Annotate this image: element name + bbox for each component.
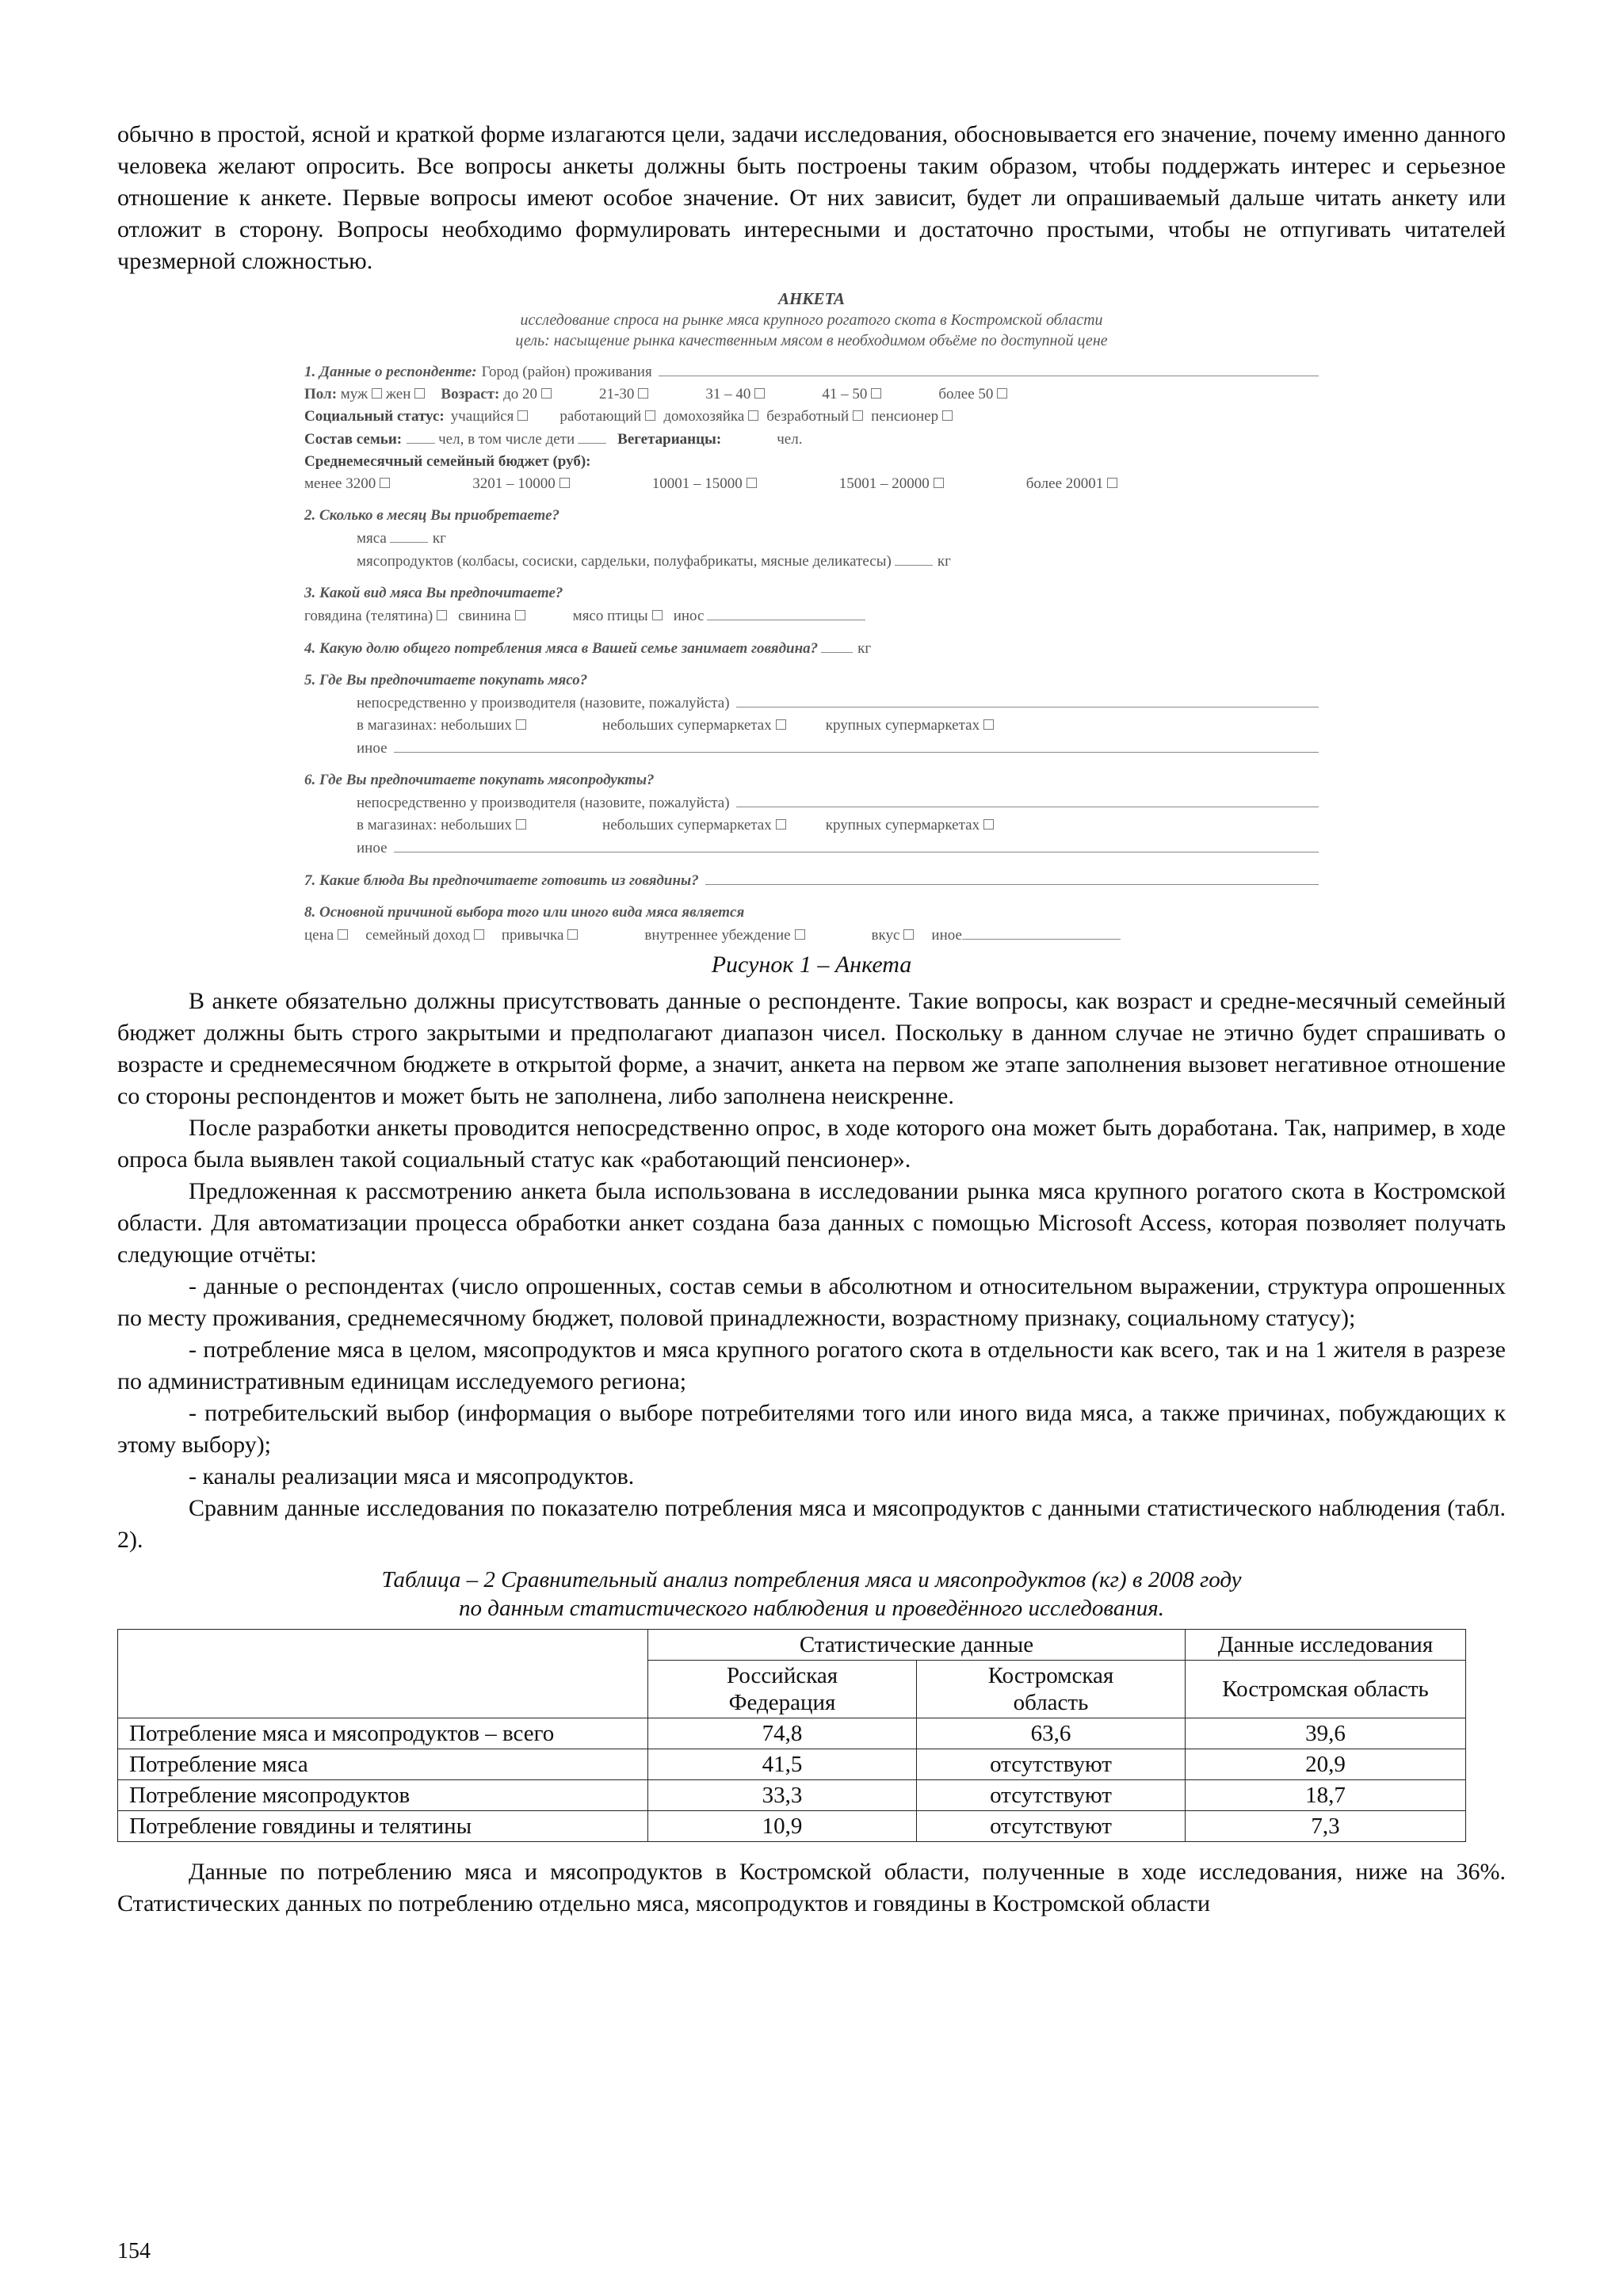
q8-other-label: иное bbox=[931, 927, 962, 944]
q3-title: 3. Какой вид мяса Вы предпочитаете? bbox=[304, 585, 563, 601]
q5-stores-label: в магазинах: небольших bbox=[357, 717, 513, 734]
page-content bbox=[117, 119, 1506, 1920]
table-row-label: Потребление мяса и мясопродуктов – всего bbox=[118, 1718, 648, 1749]
q1-status-opt: безработный bbox=[766, 408, 850, 425]
checkbox[interactable] bbox=[638, 388, 648, 399]
table-cell-study: 18,7 bbox=[1186, 1780, 1466, 1811]
q1-veg-unit: чел. bbox=[777, 431, 803, 448]
q6-direct-label: непосредственно у производителя (назовите, пожалуйста) bbox=[357, 795, 730, 811]
table-row bbox=[118, 1749, 1466, 1780]
question-7 bbox=[304, 870, 1319, 891]
checkbox[interactable] bbox=[754, 388, 765, 399]
q1-status-opt: работающий bbox=[559, 408, 642, 425]
figure-caption: Рисунок 1 – Анкета bbox=[711, 952, 912, 978]
checkbox[interactable] bbox=[776, 819, 786, 830]
checkbox[interactable] bbox=[645, 410, 655, 421]
q3-other-line[interactable] bbox=[707, 605, 865, 620]
intro-paragraph: обычно в простой, ясной и краткой форме излагаются цели, задачи исследования, обосновывается его значение, почему именно данного человека желают опросить. Все вопросы анкеты должны быть построены таким образом, чтобы поддержать интерес и серьезное отношение к анкете. Первые вопросы имеют особое значение. От них зависит, будет ли опрашиваемый дальше читать анкету или отложит в сторону. Вопросы необходимо формулировать интересными и достаточно простыми, чтобы не отпугивать читателей чрезмерной сложностью. bbox=[117, 121, 1506, 274]
paragraph-respondent: В анкете обязательно должны присутствовать данные о респонденте. Такие вопросы, как возраст и средне-месячный семейный бюджет должны быть строго закрытыми и предполагают диапазон чисел. Поскольку в данном случае не этично будет спрашивать о возрасте и среднемесячном бюджете в открытой форме, а значит, анкета на первом же этапе заполнения вызовет негативное отношение со стороны респондентов и может быть не заполнена, либо заполнена неискренне. bbox=[117, 988, 1506, 1109]
table-cell-study: 39,6 bbox=[1186, 1718, 1466, 1749]
checkbox[interactable] bbox=[903, 929, 914, 940]
q1-budget-opt: 15001 – 20000 bbox=[838, 475, 930, 492]
checkbox[interactable] bbox=[437, 610, 447, 620]
q6-title: 6. Где Вы предпочитаете покупать мясопродукты? bbox=[304, 772, 655, 788]
q1-sex-female: жен bbox=[385, 386, 411, 402]
q1-age-label: Возраст: bbox=[441, 386, 500, 402]
checkbox[interactable] bbox=[997, 388, 1007, 399]
table-cell-rf: 41,5 bbox=[648, 1749, 917, 1780]
q7-title: 7. Какие блюда Вы предпочитаете готовить из говядины? bbox=[304, 872, 699, 889]
q1-age-opt: 41 – 50 bbox=[822, 386, 868, 402]
q1-family-line[interactable] bbox=[407, 429, 435, 444]
q1-status-label: Социальный статус: bbox=[304, 408, 445, 425]
question-8 bbox=[304, 902, 1319, 946]
q1-age-opt: до 20 bbox=[503, 386, 538, 402]
checkbox[interactable] bbox=[517, 410, 528, 421]
q1-veg-label: Вегетарианцы: bbox=[617, 431, 722, 448]
q8-other-line[interactable] bbox=[962, 925, 1121, 940]
table-cell-study: 7,3 bbox=[1186, 1811, 1466, 1842]
table-cell-rf: 33,3 bbox=[648, 1780, 917, 1811]
checkbox[interactable] bbox=[516, 719, 526, 730]
checkbox[interactable] bbox=[748, 410, 758, 421]
table-header-kostroma-line-1: Костромская bbox=[987, 1663, 1114, 1688]
checkbox[interactable] bbox=[567, 929, 578, 940]
question-1 bbox=[304, 361, 1319, 494]
checkbox[interactable] bbox=[871, 388, 881, 399]
q2-products-line[interactable] bbox=[895, 551, 933, 566]
checkbox[interactable] bbox=[1107, 478, 1117, 488]
checkbox[interactable] bbox=[776, 719, 786, 730]
q4-unit: кг bbox=[857, 640, 872, 657]
q5-direct-label: непосредственно у производителя (назовите, пожалуйста) bbox=[357, 695, 730, 711]
q1-age-opt: более 50 bbox=[938, 386, 994, 402]
checkbox[interactable] bbox=[795, 929, 805, 940]
q1-sex-male: муж bbox=[340, 386, 369, 402]
table-row bbox=[118, 1780, 1466, 1811]
question-2 bbox=[304, 505, 1319, 572]
q1-budget-label: Среднемесячный семейный бюджет (руб): bbox=[304, 453, 591, 470]
table-caption-line-2: по данным статистического наблюдения и проведённого исследования. bbox=[459, 1596, 1164, 1621]
q2-title: 2. Сколько в месяц Вы приобретаете? bbox=[304, 507, 559, 524]
q1-title: 1. Данные о респонденте: bbox=[304, 364, 477, 380]
q1-children-line[interactable] bbox=[578, 429, 606, 444]
q1-city-line[interactable] bbox=[659, 361, 1319, 376]
table-header-kostroma-line-2: область bbox=[1013, 1690, 1089, 1715]
q6-small-super: небольших супермаркетах bbox=[602, 817, 772, 833]
checkbox[interactable] bbox=[474, 929, 484, 940]
table-cell-kostroma: отсутствуют bbox=[917, 1811, 1186, 1842]
q1-age-opt: 31 – 40 bbox=[705, 386, 751, 402]
q4-line[interactable] bbox=[821, 638, 853, 653]
checkbox[interactable] bbox=[338, 929, 348, 940]
q2-products-label: мясопродуктов (колбасы, сосиски, сардельки, полуфабрикаты, мясные деликатесы) bbox=[357, 553, 892, 570]
question-3 bbox=[304, 583, 1319, 627]
table-header-row bbox=[118, 1630, 1466, 1661]
q2-meat-unit: кг bbox=[432, 530, 446, 547]
table-caption-line-1: Таблица – 2 Сравнительный анализ потребления мяса и мясопродуктов (кг) в 2008 году bbox=[381, 1567, 1242, 1592]
q1-family-label: Состав семьи: bbox=[304, 431, 403, 448]
question-5 bbox=[304, 670, 1319, 759]
q2-meat-label: мяса bbox=[357, 530, 387, 547]
q3-opt: свинина bbox=[458, 608, 511, 624]
q1-status-opt: пенсионер bbox=[871, 408, 939, 425]
question-4 bbox=[304, 638, 1319, 659]
question-6 bbox=[304, 770, 1319, 859]
q2-meat-line[interactable] bbox=[390, 528, 428, 543]
figure-subtitle-1: исследование спроса на рынке мяса крупного рогатого скота в Костромской области bbox=[520, 311, 1103, 329]
q3-other-label: инос bbox=[673, 608, 705, 624]
q4-title: 4. Какую долю общего потребления мяса в Вашей семье занимает говядина? bbox=[304, 640, 819, 657]
q1-status-opt: учащийся bbox=[450, 408, 514, 425]
checkbox[interactable] bbox=[983, 819, 994, 830]
list-item: - каналы реализации мяса и мясопродуктов. bbox=[189, 1463, 635, 1489]
paragraph-compare: Сравним данные исследования по показателю потребления мяса и мясопродуктов с данными статистического наблюдения (табл. 2). bbox=[117, 1495, 1506, 1553]
checkbox[interactable] bbox=[414, 388, 425, 399]
q6-stores-label: в магазинах: небольших bbox=[357, 817, 513, 833]
checkbox[interactable] bbox=[983, 719, 994, 730]
q6-direct-line[interactable] bbox=[736, 792, 1319, 807]
q8-title: 8. Основной причиной выбора того или иного вида мяса является bbox=[304, 904, 745, 921]
q1-budget-opt: более 20001 bbox=[1025, 475, 1104, 492]
table-cell-kostroma: 63,6 bbox=[917, 1718, 1186, 1749]
list-item: - потребительский выбор (информация о выборе потребителями того или иного вида мяса, а также причинах, побуждающих к этому выбору); bbox=[117, 1400, 1506, 1458]
table-row-label: Потребление говядины и телятины bbox=[118, 1811, 648, 1842]
checkbox[interactable] bbox=[380, 478, 390, 488]
table-cell-kostroma: отсутствуют bbox=[917, 1780, 1186, 1811]
table-row bbox=[118, 1811, 1466, 1842]
q5-title: 5. Где Вы предпочитаете покупать мясо? bbox=[304, 672, 588, 688]
table-header-empty bbox=[118, 1630, 648, 1718]
table-cell-kostroma: отсутствуют bbox=[917, 1749, 1186, 1780]
table-row-label: Потребление мясопродуктов bbox=[118, 1780, 648, 1811]
q5-small-super: небольших супермаркетах bbox=[602, 717, 772, 734]
q5-big-super: крупных супермаркетах bbox=[825, 717, 980, 734]
table-cell-rf: 10,9 bbox=[648, 1811, 917, 1842]
q5-other-line[interactable] bbox=[394, 738, 1319, 753]
q8-opt: вкус bbox=[871, 927, 900, 944]
q3-opt: говядина (телятина) bbox=[304, 608, 433, 624]
checkbox[interactable] bbox=[515, 610, 525, 620]
q1-budget-opt: менее 3200 bbox=[304, 475, 376, 492]
q8-opt: семейный доход bbox=[365, 927, 470, 944]
q6-other-label: иное bbox=[357, 840, 388, 856]
checkbox[interactable] bbox=[541, 388, 552, 399]
checkbox[interactable] bbox=[559, 478, 570, 488]
figure-title: АНКЕТА bbox=[777, 289, 846, 308]
q1-age-opt: 21-30 bbox=[599, 386, 635, 402]
table-cell-study: 20,9 bbox=[1186, 1749, 1466, 1780]
q2-products-unit: кг bbox=[937, 553, 951, 570]
q6-other-line[interactable] bbox=[394, 837, 1319, 852]
q3-opt: мясо птицы bbox=[572, 608, 648, 624]
q8-opt: цена bbox=[304, 927, 334, 944]
q1-city-label: Город (район) проживания bbox=[481, 364, 652, 380]
table-header-group-stats: Статистические данные bbox=[648, 1630, 1186, 1661]
table-caption bbox=[117, 1566, 1506, 1623]
table-header-rf bbox=[648, 1661, 917, 1718]
table-header-group-study: Данные исследования bbox=[1186, 1630, 1466, 1661]
list-item: - потребление мяса в целом, мясопродуктов и мяса крупного рогатого скота в отдельности как всего, так и на 1 жителя в разрезе по административным единицам исследуемого региона; bbox=[117, 1337, 1506, 1394]
checkbox[interactable] bbox=[516, 819, 526, 830]
checkbox[interactable] bbox=[853, 410, 863, 421]
table-cell-rf: 74,8 bbox=[648, 1718, 917, 1749]
q1-budget-opt: 3201 – 10000 bbox=[472, 475, 556, 492]
q1-status-opt: домохозяйка bbox=[663, 408, 745, 425]
q5-direct-line[interactable] bbox=[736, 692, 1319, 707]
page-number: 154 bbox=[117, 2239, 151, 2264]
paragraph-survey: После разработки анкеты проводится непосредственно опрос, в ходе которого она может быть доработана. Так, например, в ходе опроса была выявлен такой социальный статус как «работающий пенсионер». bbox=[117, 1115, 1506, 1173]
table-header-study-kostroma: Костромская область bbox=[1186, 1661, 1466, 1718]
table-row-label: Потребление мяса bbox=[118, 1749, 648, 1780]
q6-big-super: крупных супермаркетах bbox=[825, 817, 980, 833]
figure-subtitle-2: цель: насыщение рынка качественным мясом в необходимом объёме по доступной цене bbox=[515, 332, 1108, 349]
questionnaire-figure bbox=[304, 288, 1319, 981]
checkbox[interactable] bbox=[747, 478, 757, 488]
q1-budget-opt: 10001 – 15000 bbox=[651, 475, 743, 492]
checkbox[interactable] bbox=[934, 478, 944, 488]
table-header-kostroma bbox=[917, 1661, 1186, 1718]
table-row bbox=[118, 1718, 1466, 1749]
paragraph-conclusion: Данные по потреблению мяса и мясопродуктов в Костромской области, полученные в ходе исследования, ниже на 36%. Статистических данных по потреблению отдельно мяса, мясопродуктов и говядины в Костромской области bbox=[117, 1859, 1506, 1917]
q1-sex-label: Пол: bbox=[304, 386, 338, 402]
comparison-table bbox=[117, 1629, 1466, 1842]
checkbox[interactable] bbox=[942, 410, 953, 421]
list-item: - данные о респондентах (число опрошенных, состав семьи в абсолютном и относительном выражении, структура опрошенных по месту проживания, среднемесячному бюджет, половой принадлежности, возрастному признаку, социальному статусу); bbox=[117, 1273, 1506, 1331]
q1-family-text: чел, в том числе дети bbox=[438, 431, 575, 448]
checkbox[interactable] bbox=[372, 388, 382, 399]
paragraph-database: Предложенная к рассмотрению анкета была использована в исследовании рынка мяса крупного рогатого скота в Костромской области. Для автоматизации процесса обработки анкет создана база данных с помощью Microsoft Access, которая позволяет получать следующие отчёты: bbox=[117, 1178, 1506, 1268]
q8-opt: внутреннее убеждение bbox=[644, 927, 791, 944]
table-header-rf-line-1: Российская bbox=[726, 1663, 838, 1688]
table-header-rf-line-2: Федерация bbox=[728, 1690, 836, 1715]
q5-other-label: иное bbox=[357, 740, 388, 757]
q8-opt: привычка bbox=[501, 927, 564, 944]
checkbox[interactable] bbox=[652, 610, 663, 620]
q7-line[interactable] bbox=[705, 870, 1319, 885]
